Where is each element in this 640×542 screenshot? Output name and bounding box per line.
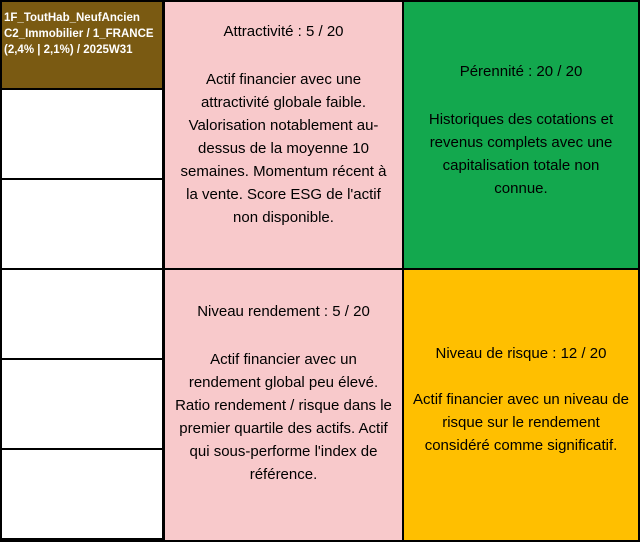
- risque-title: Niveau de risque : 12 / 20: [435, 345, 607, 362]
- perennite-title: Pérennité : 20 / 20: [459, 63, 583, 80]
- perennite-tile: [402, 0, 640, 270]
- asset-period-label: (2,4% | 2,1%) / 2025W31: [4, 44, 133, 56]
- attractivite-description: Actif financier avec une attractivité globale faible. Valorisation notablement au-dessus de la moyenne 10 semaines. Momentum récent à la vente. Score ESG de l'actif non disponible.: [180, 71, 387, 226]
- blank-cell: [0, 268, 164, 360]
- attractivite-tile: [163, 0, 404, 270]
- rendement-title: Niveau rendement : 5 / 20: [197, 303, 370, 320]
- blank-cell: [0, 358, 164, 450]
- left-column: [0, 0, 164, 542]
- asset-header-cell: [0, 0, 164, 90]
- perennite-description: Historiques des cotations et revenus complets avec une capitalisation totale non connue.: [428, 111, 614, 197]
- asset-code-label: 1F_ToutHab_NeufAncien: [4, 12, 140, 24]
- rendement-tile: [163, 268, 404, 542]
- rendement-description: Actif financier avec un rendement global peu élevé. Ratio rendement / risque dans le premier quartile des actifs. Actif qui sous-performe l'index de référence.: [175, 351, 392, 483]
- blank-cell: [0, 448, 164, 540]
- risque-tile: [402, 268, 640, 542]
- blank-cell: [0, 178, 164, 270]
- risque-description: Actif financier avec un niveau de risque sur le rendement considéré comme significatif.: [413, 391, 629, 454]
- attractivite-title: Attractivité : 5 / 20: [223, 23, 344, 40]
- blank-cell: [0, 88, 164, 180]
- asset-category-label: C2_Immobilier / 1_FRANCE: [4, 28, 154, 40]
